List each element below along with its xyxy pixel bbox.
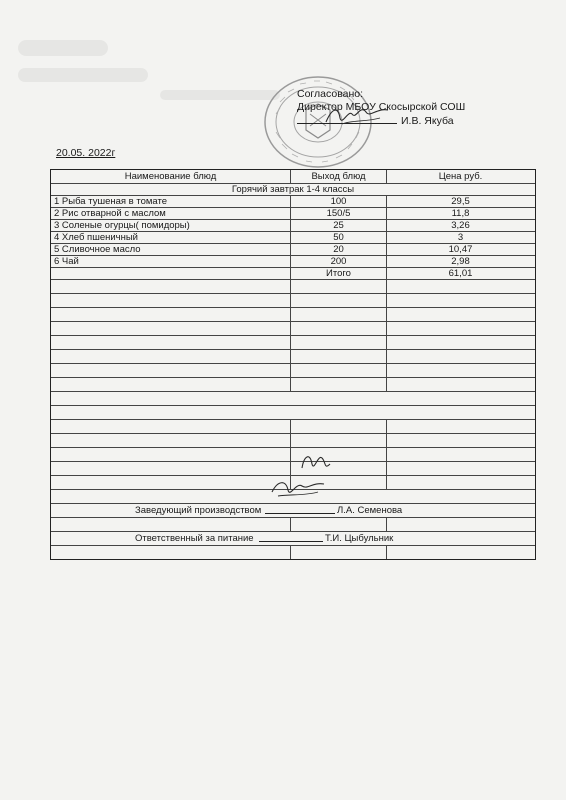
dish-name: 5 Сливочное масло bbox=[51, 244, 291, 255]
dish-name: 3 Соленые огурцы( помидоры) bbox=[51, 220, 291, 231]
header-price: Цена руб. bbox=[438, 171, 483, 182]
empty-row bbox=[51, 462, 535, 476]
total-label: Итого bbox=[291, 268, 387, 279]
empty-row bbox=[51, 392, 535, 406]
scan-smudge bbox=[18, 40, 108, 56]
empty-row bbox=[51, 406, 535, 420]
empty-row bbox=[51, 322, 535, 336]
approval-label: Согласовано: bbox=[297, 88, 364, 100]
dish-output: 150/5 bbox=[291, 208, 387, 219]
section-title-row bbox=[51, 184, 535, 196]
total-value: 61,01 bbox=[448, 268, 473, 279]
table-row bbox=[51, 232, 535, 244]
empty-row bbox=[51, 364, 535, 378]
empty-row bbox=[51, 280, 535, 294]
header-dish-name: Наименование блюд bbox=[51, 170, 291, 183]
table-row bbox=[51, 220, 535, 232]
section-title: Горячий завтрак 1-4 классы bbox=[231, 184, 355, 195]
dish-output: 100 bbox=[291, 196, 387, 207]
empty-row bbox=[51, 350, 535, 364]
nutrition-role: Ответственный за питание bbox=[135, 533, 254, 544]
scan-smudge bbox=[18, 68, 148, 82]
production-role: Заведующий производством bbox=[135, 505, 262, 516]
dish-output: 20 bbox=[291, 244, 387, 255]
approval-signer: И.В. Якуба bbox=[401, 115, 454, 127]
empty-row bbox=[51, 378, 535, 392]
dish-name: 4 Хлеб пшеничный bbox=[51, 232, 291, 243]
signature-line bbox=[259, 541, 323, 542]
dish-price: 3,26 bbox=[451, 220, 470, 231]
dish-name: 1 Рыба тушеная в томате bbox=[51, 196, 291, 207]
total-row bbox=[51, 268, 535, 280]
nutrition-signature-icon bbox=[268, 476, 328, 502]
production-signature-icon bbox=[296, 450, 336, 474]
empty-row bbox=[51, 518, 535, 532]
dish-price: 3 bbox=[457, 232, 464, 243]
table-row bbox=[51, 196, 535, 208]
empty-row bbox=[51, 308, 535, 322]
table-header-row bbox=[51, 170, 535, 184]
director-signature-icon bbox=[322, 100, 392, 130]
empty-row bbox=[51, 448, 535, 462]
empty-row bbox=[51, 294, 535, 308]
table-row bbox=[51, 244, 535, 256]
dish-output: 200 bbox=[291, 256, 387, 267]
dish-price: 10,47 bbox=[448, 244, 473, 255]
nutrition-name: Т.И. Цыбульник bbox=[325, 533, 394, 544]
signature-line bbox=[265, 513, 335, 514]
dish-name: 2 Рис отварной с маслом bbox=[51, 208, 291, 219]
production-signature-row bbox=[51, 504, 535, 518]
dish-output: 25 bbox=[291, 220, 387, 231]
dish-name: 6 Чай bbox=[51, 256, 291, 267]
dish-price: 11,8 bbox=[451, 208, 470, 219]
empty-row bbox=[51, 420, 535, 434]
empty-row bbox=[51, 434, 535, 448]
header-output: Выход блюд bbox=[291, 170, 387, 183]
empty-row bbox=[51, 336, 535, 350]
nutrition-signature-row bbox=[51, 532, 535, 546]
production-name: Л.А. Семенова bbox=[337, 505, 403, 516]
total-blank bbox=[51, 268, 291, 279]
dish-price: 29,5 bbox=[451, 196, 470, 207]
empty-row bbox=[51, 546, 535, 559]
table-row bbox=[51, 208, 535, 220]
approval-position: Директор МБОУ Скосырской СОШ bbox=[297, 101, 466, 113]
document-date: 20.05. 2022г bbox=[56, 147, 116, 159]
dish-price: 2,98 bbox=[451, 256, 470, 267]
dish-output: 50 bbox=[291, 232, 387, 243]
table-row bbox=[51, 256, 535, 268]
